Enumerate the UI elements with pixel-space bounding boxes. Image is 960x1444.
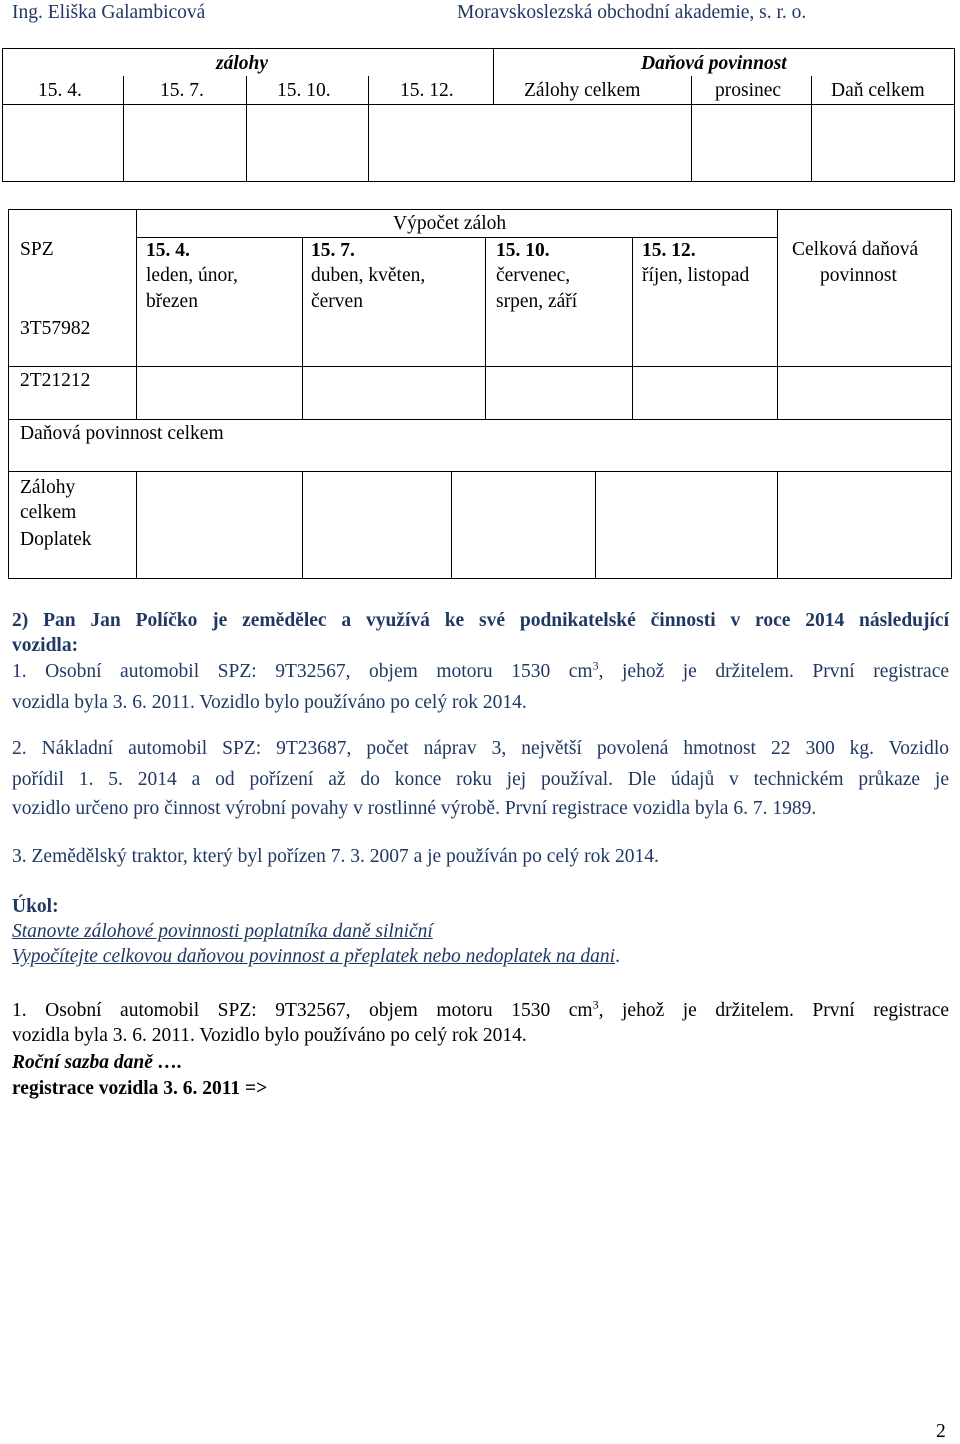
- header-school: Moravskoslezská obchodní akademie, s. r. o.: [457, 2, 807, 23]
- q4-date: 15. 12.: [642, 240, 696, 261]
- task-item2-text: Vypočítejte celkovou daňovou povinnost a přeplatek nebo nedoplatek na dani: [12, 946, 616, 967]
- page-number: 2: [936, 1421, 946, 1442]
- advances-total-label-line1: Zálohy: [20, 477, 76, 498]
- col-header-15-10: 15. 10.: [277, 80, 331, 101]
- col-header-15-4: 15. 4.: [38, 80, 82, 101]
- header-author: Ing. Eliška Galambicová: [12, 2, 206, 23]
- vehicle1-line1: [12, 658, 950, 683]
- col-header-tax-total: Daň celkem: [831, 80, 925, 101]
- q2-months-line2: červen: [311, 291, 363, 312]
- col-header-advances-total: Zálohy celkem: [524, 80, 641, 101]
- solution-vehicle1-sup: 3: [592, 997, 599, 1012]
- solution-vehicle1-line2: vozidla byla 3. 6. 2011. Vozidlo bylo používáno po celý rok 2014.: [12, 1025, 527, 1046]
- task-item2: [12, 946, 620, 968]
- surcharge-label: Doplatek: [20, 529, 92, 550]
- q3-date: 15. 10.: [496, 240, 550, 261]
- vehicle1-line2: vozidla byla 3. 6. 2011. Vozidlo bylo používáno po celý rok 2014.: [12, 692, 527, 713]
- q2-months-line1: duben, květen,: [311, 265, 426, 286]
- vehicle2-line1: 2. Nákladní automobil SPZ: 9T23687, počet náprav 3, největší povolená hmotnost 22 300 kg. Vozidlo: [12, 738, 949, 759]
- total-liability-header-line2: povinnost: [820, 265, 897, 286]
- q3-months-line2: srpen, září: [496, 291, 578, 312]
- q1-months-line2: březen: [146, 291, 198, 312]
- col-header-december: prosinec: [715, 80, 782, 101]
- calc-advances-header: Výpočet záloh: [393, 213, 507, 234]
- vehicle-2T21212: 2T21212: [20, 370, 91, 391]
- tax-liability-total-label: Daňová povinnost celkem: [20, 423, 224, 444]
- task-heading-line1: 2) Pan Jan Políčko je zemědělec a využívá ke své podnikatelské činnosti v roce 2014 následující: [12, 610, 949, 631]
- vehicle2-line3: vozidlo určeno pro činnost výrobní povahy v rostlinné výrobě. První registrace vozidla byla 6. 7. 1989.: [12, 798, 817, 819]
- q2-date: 15. 7.: [311, 240, 355, 261]
- vehicle3-line: 3. Zemědělský traktor, který byl pořízen 7. 3. 2007 a je používán po celý rok 2014.: [12, 846, 659, 867]
- spz-header: SPZ: [20, 239, 54, 260]
- col-header-15-7: 15. 7.: [160, 80, 204, 101]
- registration-note: registrace vozidla 3. 6. 2011 =>: [12, 1078, 268, 1099]
- solution-vehicle1-text: 1. Osobní automobil SPZ: 9T32567, objem motoru 1530 cm: [12, 1000, 593, 1021]
- q1-months-line1: leden, únor,: [146, 265, 238, 286]
- group-header-advances: zálohy: [216, 53, 269, 74]
- task-item2-dot: .: [615, 946, 620, 967]
- total-liability-header-line1: Celková daňová: [792, 239, 919, 260]
- q4-months-line1: říjen, listopad: [642, 265, 750, 286]
- solution-vehicle1-text2: , jehož je držitelem. První registrace: [598, 1000, 950, 1021]
- q1-date: 15. 4.: [146, 240, 190, 261]
- task-item1: Stanovte zálohové povinnosti poplatníka daně silniční: [12, 921, 433, 942]
- vehicle2-line2: pořídil 1. 5. 2014 a od pořízení až do konce roku jej používal. Dle údajů v technickém průkaze je: [12, 769, 949, 790]
- q3-months-line1: červenec,: [496, 265, 571, 286]
- vehicle1-line1-text: 1. Osobní automobil SPZ: 9T32567, objem motoru 1530 cm: [12, 661, 593, 682]
- col-header-15-12: 15. 12.: [400, 80, 454, 101]
- task-label: Úkol:: [12, 896, 59, 917]
- vehicle1-sup: 3: [592, 658, 599, 673]
- vehicle1-line1-text2: , jehož je držitelem. První registrace: [598, 661, 950, 682]
- annual-rate-label: Roční sazba daně ….: [12, 1052, 183, 1073]
- task-heading-line2: vozidla:: [12, 635, 79, 656]
- group-header-tax-liability: Daňová povinnost: [641, 53, 787, 74]
- advances-total-label-line2: celkem: [20, 502, 77, 523]
- vehicle-3T57982: 3T57982: [20, 318, 91, 339]
- solution-vehicle1-line1: [12, 997, 950, 1022]
